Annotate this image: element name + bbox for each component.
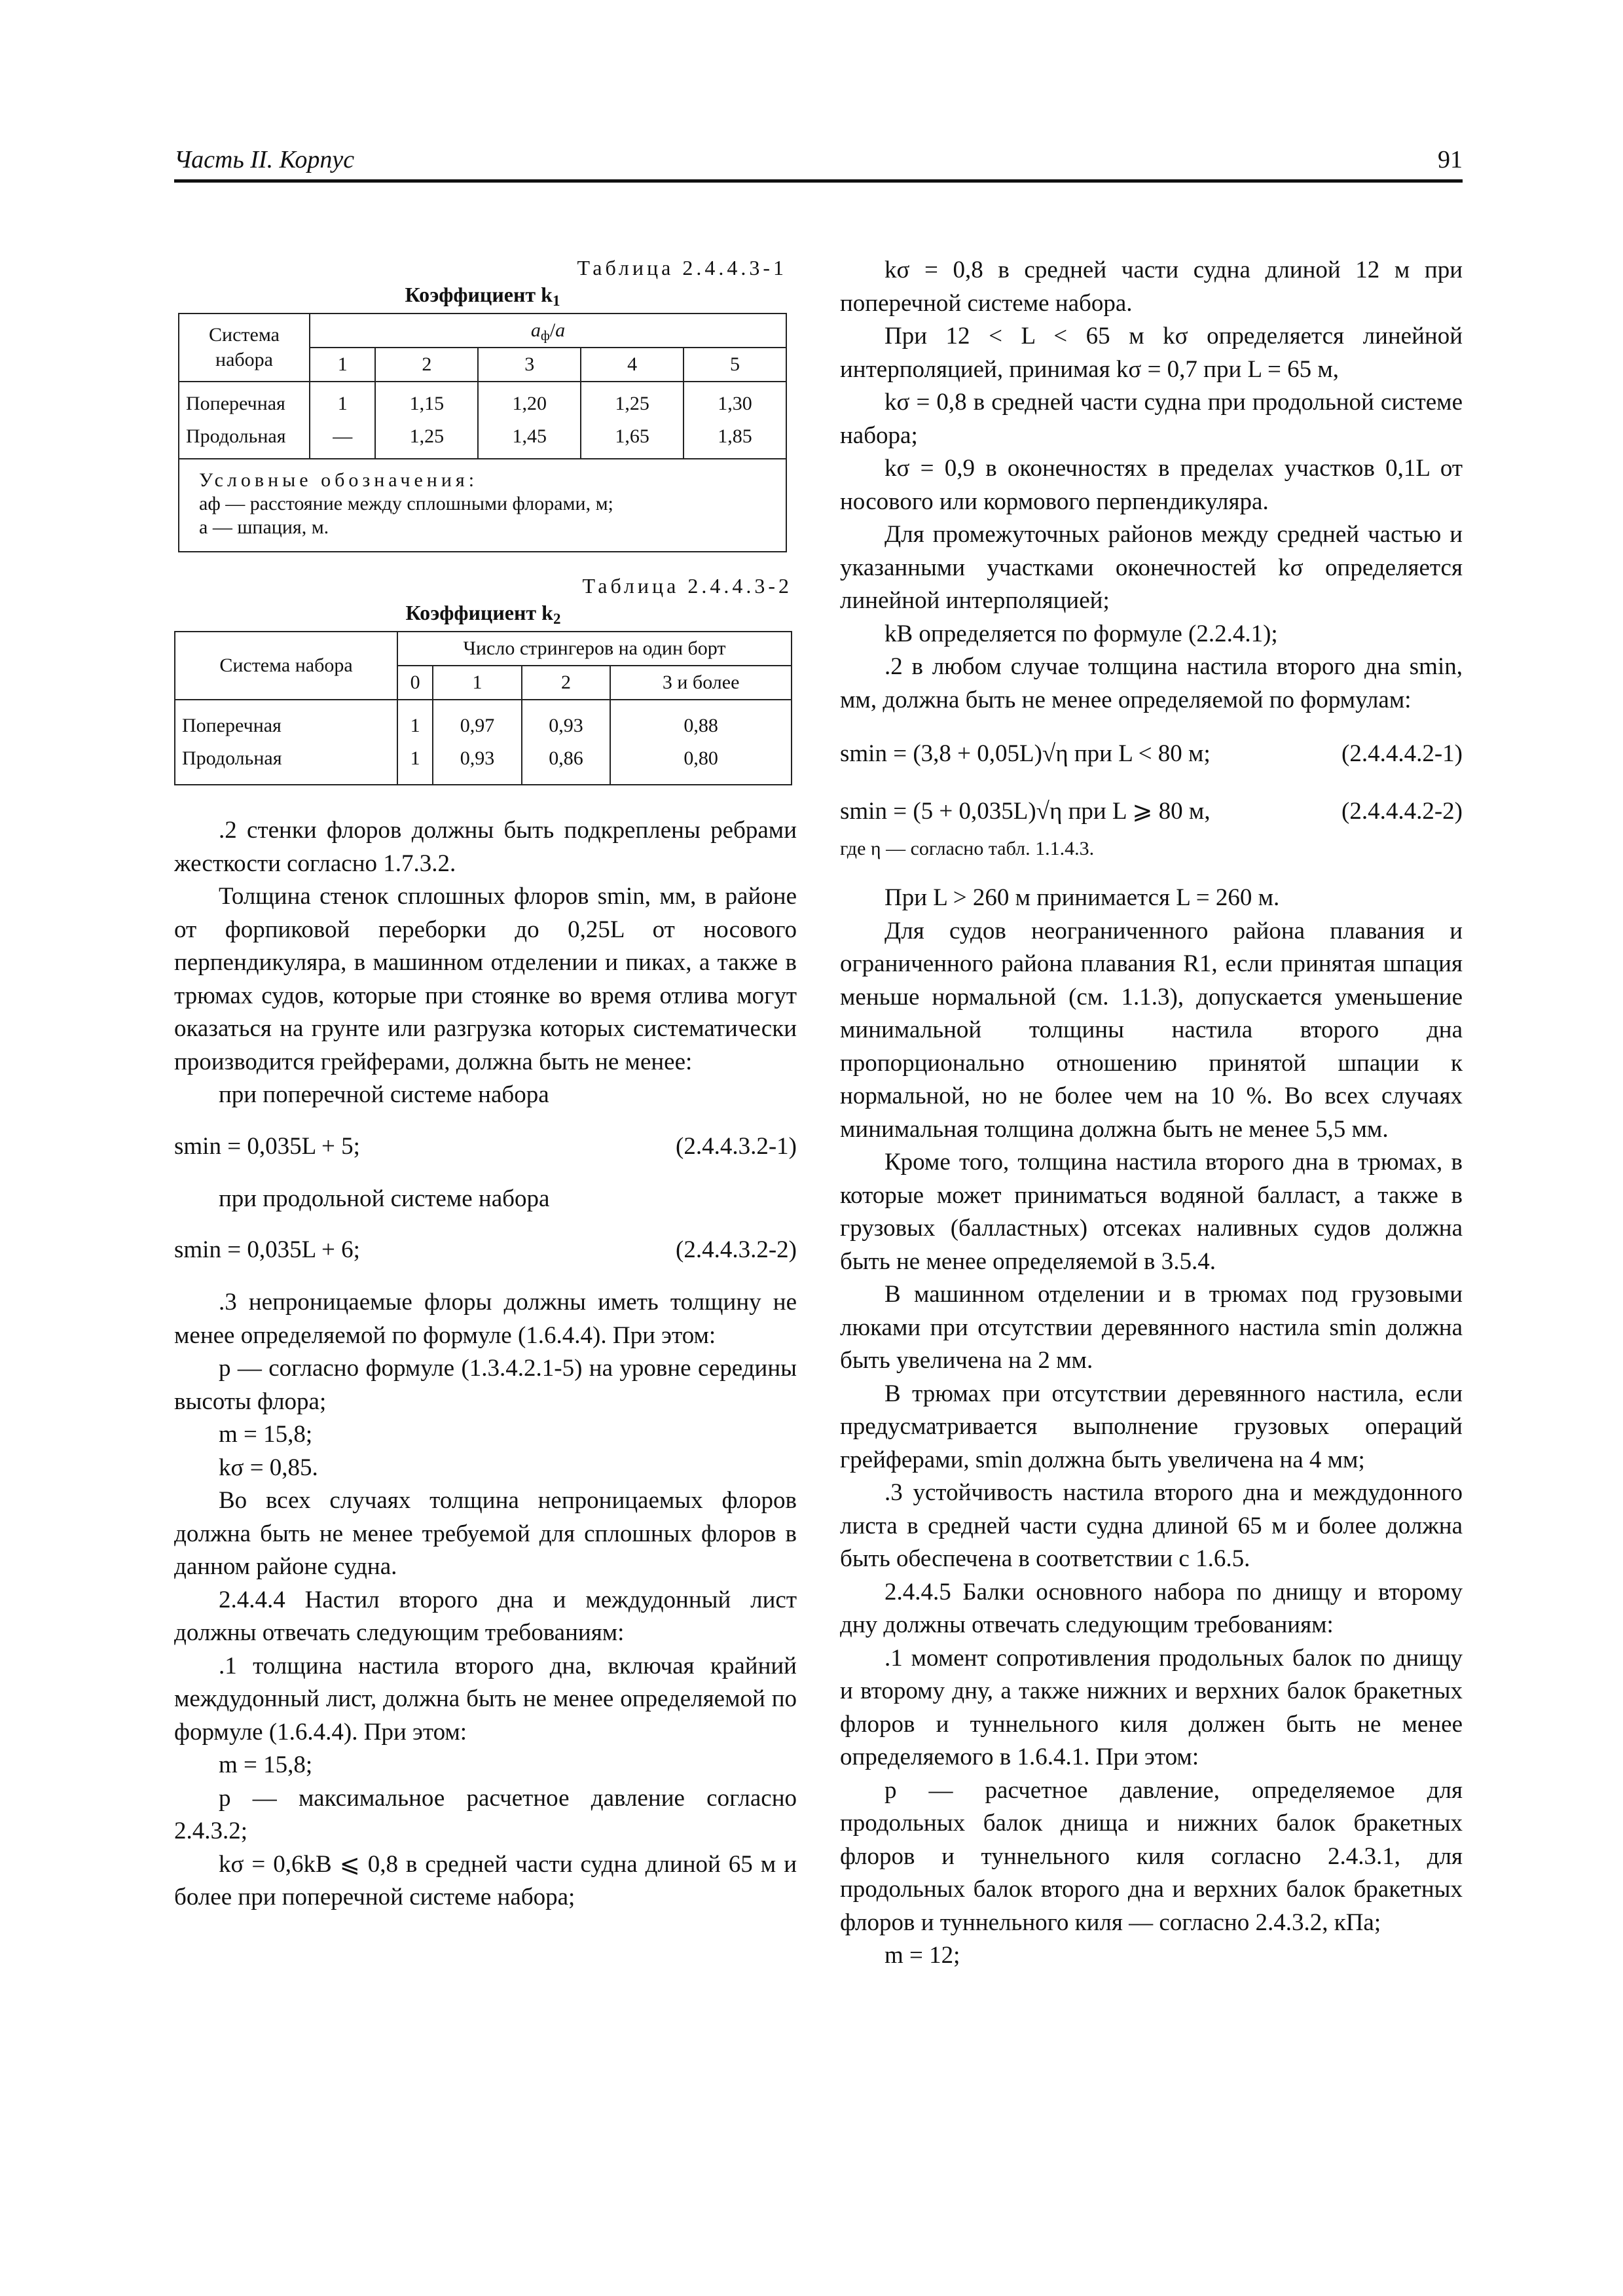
table-1-col: 3 [478,348,581,382]
row-label: Поперечная [179,382,310,420]
paragraph: .2 в любом случае толщина настила второго дна smin, мм, должна быть не менее определяемой по формулам: [840,653,1463,713]
formula [174,1229,797,1274]
note-line: a — шпация, м. [199,516,329,538]
cell: 0,97 [433,700,522,742]
paragraph: .3 устойчивость настила второго дна и междудонного листа в средней части судна длиной 65 м и более должна быть обеспечена в соответствии с 1.6.5. [840,1479,1463,1572]
table-2-block [174,572,792,785]
paragraph: kσ = 0,6kB ⩽ 0,8 в средней части судна длиной 65 м и более при поперечной системе набора; [174,1850,797,1910]
paragraph: kσ = 0,8 в средней части судна при продольной системе набора; [840,389,1463,449]
formula-number: (2.4.4.3.2-2) [676,1236,797,1263]
paragraph: kB определяется по формуле (2.2.4.1); [884,620,1278,647]
page-header [174,145,1463,183]
left-column [174,196,797,1914]
table-1-col: 4 [581,348,684,382]
formula-number: (2.4.4.4.2-1) [1341,740,1463,767]
table-2-caption: Таблица 2.4.4.3-2 [582,574,792,598]
paragraph: kσ = 0,8 в средней части судна длиной 12 м при поперечной системе набора. [840,257,1463,317]
cell: 0,86 [522,742,611,785]
table-2-title: Коэффициент $k_2$ [405,601,561,627]
paragraph: m = 15,8; [219,1751,313,1778]
table-2-col: 3 и более [610,666,792,700]
page-number: 91 [1438,146,1463,173]
formula [840,790,1463,836]
table-2-col: 0 [397,666,433,700]
table-1-notes [179,459,786,552]
row-label: Поперечная [175,700,397,742]
paragraph: .1 толщина настила второго дна, включая крайний междудонный лист, должна быть не менее определяемой по формуле (1.6.4.4). При этом: [174,1652,797,1746]
paragraph: .2 стенки флоров должны быть подкреплены ребрами жесткости согласно 1.7.3.2. [174,817,797,877]
paragraph: при продольной системе набора [219,1185,550,1212]
cell: 0,93 [522,700,611,742]
formula-expression: smin = (5 + 0,035L)√η при L ⩾ 80 м, [840,798,1211,825]
table-row [179,420,786,459]
cell: 1 [310,382,375,420]
paragraph: При L > 260 м принимается L = 260 м. [884,884,1280,911]
table-2-head-system: Система набора [175,632,397,700]
cell: 1,25 [375,420,478,459]
paragraph: m = 12; [884,1942,960,1969]
formula-number: (2.4.4.3.2-1) [676,1132,797,1160]
notes-title: Условные обозначения: [199,469,479,491]
note-line: aф — расстояние между сплошными флорами, м; [199,493,613,514]
cell: 1,25 [581,382,684,420]
table-2-head-group: Число стрингеров на один борт [397,632,792,666]
cell: 1,65 [581,420,684,459]
row-label: Продольная [175,742,397,785]
cell: 0,80 [610,742,792,785]
table-1-title: Коэффициент $k_1$ [405,283,560,309]
paragraph: p — максимальное расчетное давление согласно 2.4.3.2; [174,1784,797,1844]
table-row [175,700,792,742]
table-1-caption: Таблица 2.4.4.3-1 [577,256,787,279]
table-row [179,382,786,420]
paragraph: Для судов неограниченного района плавания и ограниченного района плавания R1, если принятая шпация меньше нормальной (см. 1.1.3), допускается уменьшение минимальной толщины настила второго дна пропорционально отношению принятой шпации к нормальной, но не более чем на 10 %. Во всех случаях минимальная толщина должна быть не менее 5,5 мм. [840,917,1463,1143]
cell: 1,15 [375,382,478,420]
formula-expression: smin = 0,035L + 6; [174,1236,360,1263]
table-1-col: 1 [310,348,375,382]
formula-where: где η — согласно табл. 1.1.4.3. [840,838,1095,859]
cell: 1,30 [684,382,786,420]
cell: — [310,420,375,459]
paragraph: .3 непроницаемые флоры должны иметь толщину не менее определяемой по формуле (1.6.4.4). При этом: [174,1289,797,1349]
table-2-col: 2 [522,666,611,700]
paragraph: p — расчетное давление, определяемое для продольных балок днища и нижних балок бракетных флоров и туннельного киля согласно 2.4.3.1, для продольных балок второго дна и верхних балок бракетных флоров и туннельного киля — согласно 2.4.3.2, кПа; [840,1776,1463,1936]
table-1-col: 5 [684,348,786,382]
formula [840,732,1463,778]
paragraph: Во всех случаях толщина непроницаемых флоров должна быть не менее требуемой для сплошных флоров в данном районе судна. [174,1487,797,1580]
paragraph: kσ = 0,9 в оконечностях в пределах участков 0,1L от носового или кормового перпендикуляра. [840,455,1463,515]
formula-number: (2.4.4.4.2-2) [1341,798,1463,825]
table-1 [178,313,787,552]
cell: 0,88 [610,700,792,742]
paragraph: .1 момент сопротивления продольных балок по днищу и второму дну, а также нижних и верхних балок бракетных флоров и туннельного киля должен быть не менее определяемого в 1.6.4.1. При этом: [840,1644,1463,1770]
cell: 1 [397,742,433,785]
cell: 1 [397,700,433,742]
paragraph: при поперечной системе набора [219,1081,549,1108]
table-1-block [178,254,787,552]
right-column [840,254,1463,1973]
paragraph: 2.4.4.4 Настил второго дна и междудонный лист должны отвечать следующим требованиям: [174,1586,797,1646]
paragraph: p — согласно формуле (1.3.4.2.1-5) на уровне середины высоты флора; [174,1355,797,1415]
paragraph: Толщина стенок сплошных флоров smin, мм, в районе от форпиковой переборки до 0,25L от носового перпендикуляра, в машинном отделении и пиках, а также в трюмах судов, которые при стоянке во время отлива могут оказаться на грунте или разгрузка которых систематически производится грейферами, должна быть не менее: [174,883,797,1075]
table-1-head-system: Система набора [179,314,310,382]
paragraph: При 12 < L < 65 м kσ определяется линейной интерполяцией, принимая kσ = 0,7 при L = 65 м, [840,323,1463,383]
paragraph: В машинном отделении и в трюмах под грузовыми люками при отсутствии деревянного настила smin должна быть увеличена на 2 мм. [840,1281,1463,1374]
paragraph: 2.4.4.5 Балки основного набора по днищу и второму дну должны отвечать следующим требованиям: [840,1578,1463,1638]
table-2 [174,631,792,785]
formula-expression: smin = (3,8 + 0,05L)√η при L < 80 м; [840,740,1211,767]
cell: 1,45 [478,420,581,459]
table-2-col: 1 [433,666,522,700]
paragraph: kσ = 0,85. [219,1454,318,1481]
running-title: Часть II. Корпус [174,146,355,173]
table-1-col: 2 [375,348,478,382]
formula-expression: smin = 0,035L + 5; [174,1132,360,1160]
cell: 0,93 [433,742,522,785]
paragraph: Для промежуточных районов между средней частью и указанными участками оконечностей kσ определяется линейной интерполяцией; [840,521,1463,614]
formula [174,1125,797,1171]
table-row [175,742,792,785]
cell: 1,85 [684,420,786,459]
row-label: Продольная [179,420,310,459]
paragraph: В трюмах при отсутствии деревянного настила, если предусматривается выполнение грузовых операций грейферами, smin должна быть увеличена на 4 мм; [840,1380,1463,1473]
paragraph: m = 15,8; [219,1421,313,1448]
paragraph: Кроме того, толщина настила второго дна в трюмах, в которые может приниматься водяной балласт, а также в грузовых (балластных) отсеках наливных судов должна быть не менее определяемой в 3.5.4. [840,1149,1463,1275]
table-1-head-group: $a_ф/a$ [310,314,786,348]
cell: 1,20 [478,382,581,420]
